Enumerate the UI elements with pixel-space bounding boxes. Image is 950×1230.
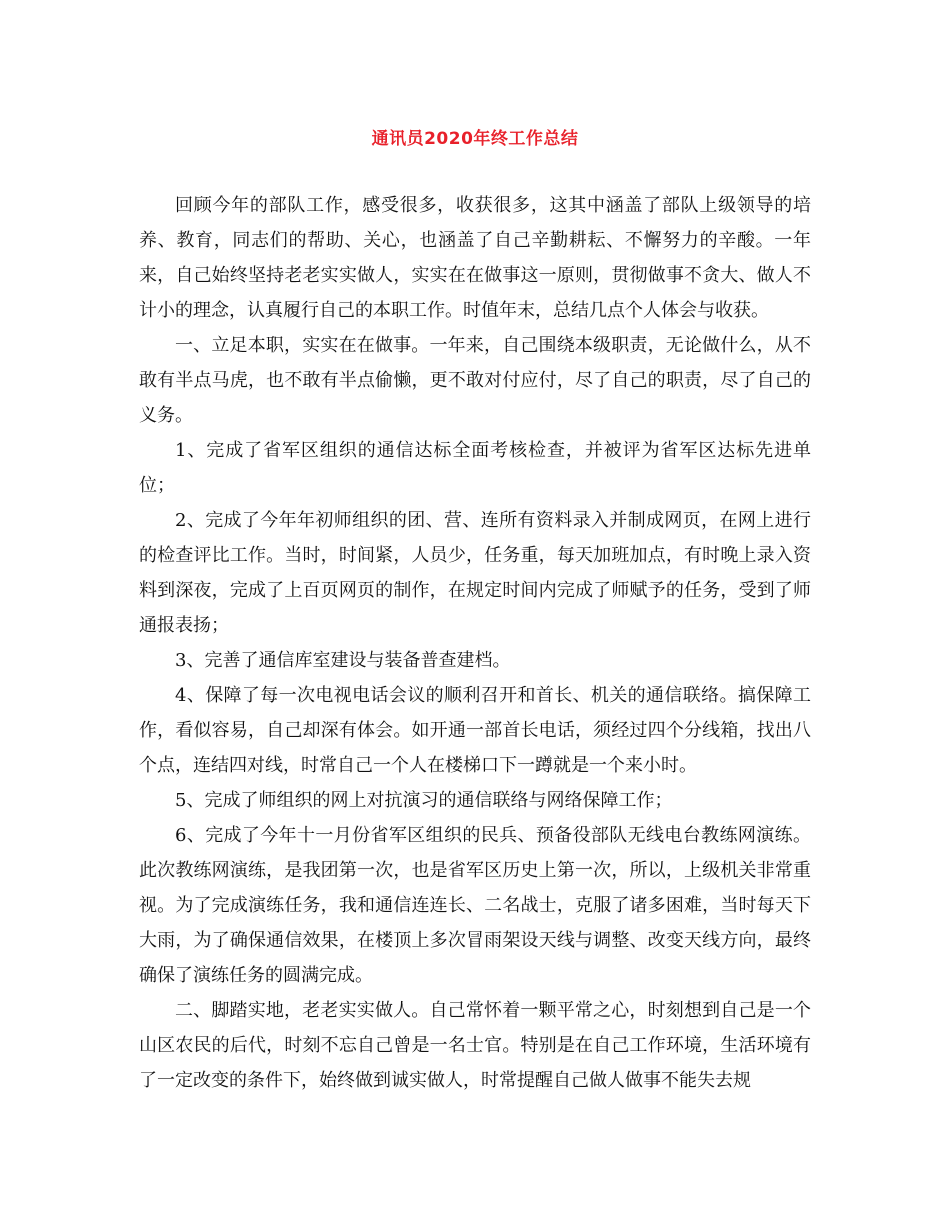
paragraph: 6、完成了今年十一月份省军区组织的民兵、预备役部队无线电台教练网演练。此次教练网演练，是我团第一次，也是省军区历史上第一次，所以，上级机关非常重视。为了完成演练任务，我和通信连连长、二名战士，克服了诸多困难，当时每天下大雨，为了确保通信效果，在楼顶上多次冒雨架设天线与调整、改变天线方向，最终确保了演练任务的圆满完成。 — [139, 825, 811, 986]
document-body — [139, 188, 811, 1098]
paragraph: 2、完成了今年年初师组织的团、营、连所有资料录入并制成网页，在网上进行的检查评比工作。当时，时间紧，人员少，任务重，每天加班加点，有时晚上录入资料到深夜，完成了上百页网页的制作，在规定时间内完成了师赋予的任务，受到了师通报表扬； — [139, 510, 811, 636]
paragraph: 一、立足本职，实实在在做事。一年来，自己围绕本级职责，无论做什么，从不敢有半点马虎，也不敢有半点偷懒，更不敢对付应付，尽了自己的职责，尽了自己的义务。 — [139, 335, 811, 426]
document-title: 通讯员2020年终工作总结 — [371, 129, 579, 149]
paragraph: 回顾今年的部队工作，感受很多，收获很多，这其中涵盖了部队上级领导的培养、教育，同志们的帮助、关心，也涵盖了自己辛勤耕耘、不懈努力的辛酸。一年来，自己始终坚持老老实实做人，实实在在做事这一原则，贯彻做事不贪大、做人不计小的理念，认真履行自己的本职工作。时值年末，总结几点个人体会与收获。 — [139, 195, 811, 321]
paragraph: 3、完善了通信库室建设与装备普查建档。 — [175, 650, 511, 671]
paragraph: 5、完成了师组织的网上对抗演习的通信联络与网络保障工作； — [175, 790, 673, 811]
paragraph: 4、保障了每一次电视电话会议的顺利召开和首长、机关的通信联络。搞保障工作，看似容易，自己却深有体会。如开通一部首长电话，须经过四个分线箱，找出八个点，连结四对线，时常自己一个人在楼梯口下一蹲就是一个来小时。 — [139, 685, 811, 776]
paragraph: 1、完成了省军区组织的通信达标全面考核检查，并被评为省军区达标先进单位； — [139, 440, 811, 496]
paragraph: 二、脚踏实地，老老实实做人。自己常怀着一颗平常之心，时刻想到自己是一个山区农民的后代，时刻不忘自己曾是一名士官。特别是在自己工作环境，生活环境有了一定改变的条件下，始终做到诚实做人，时常提醒自己做人做事不能失去规 — [139, 1000, 811, 1091]
